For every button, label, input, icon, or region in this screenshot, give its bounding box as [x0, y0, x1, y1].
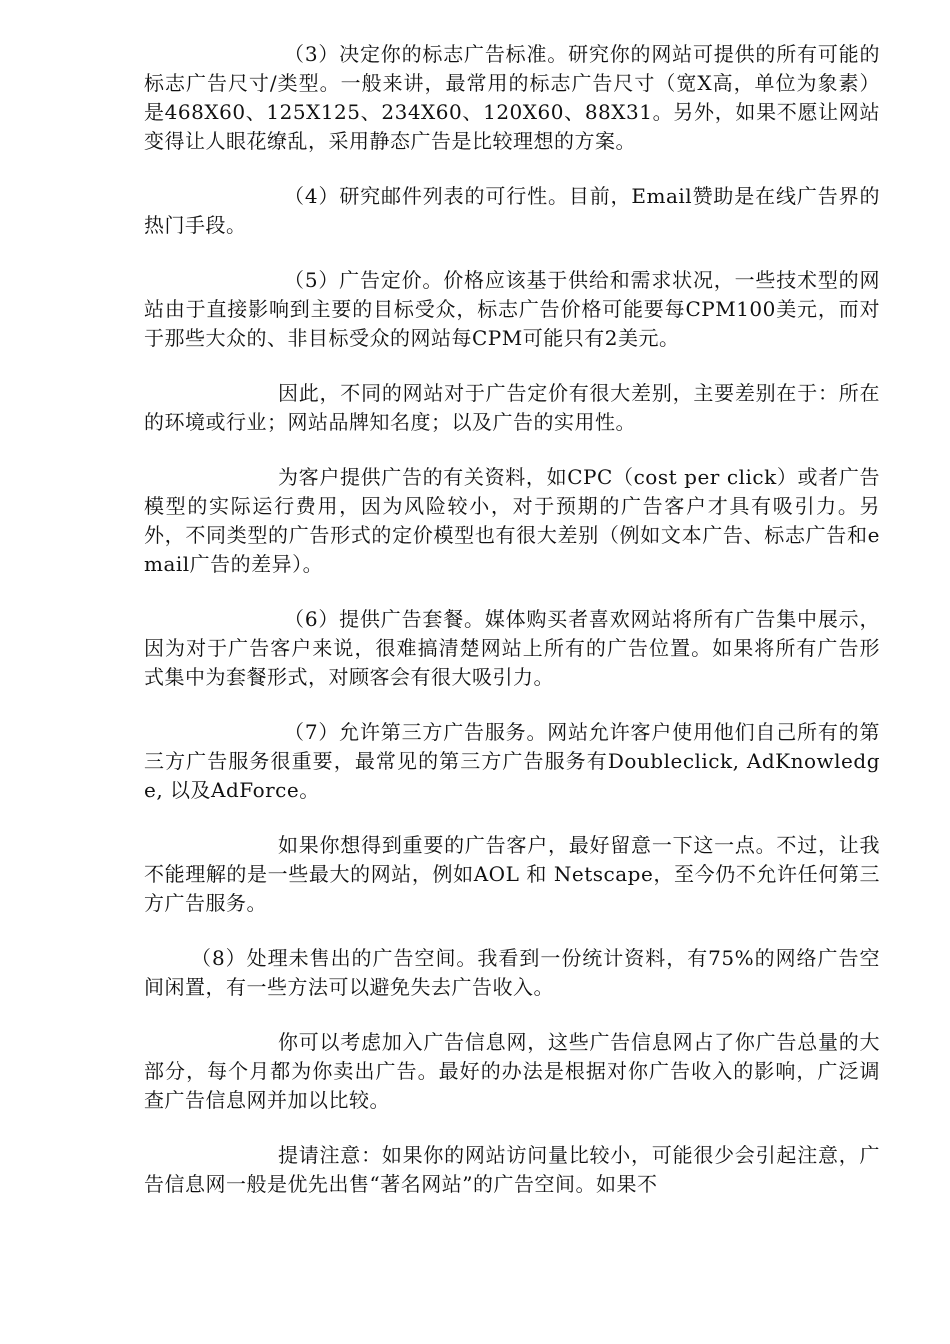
paragraph-client-materials: 为客户提供广告的有关资料，如CPC（cost per click）或者广告模型的实际运行费用，因为风险较小，对于预期的广告客户才具有吸引力。另外，不同类型的广告形式的定价模型也有很大差别（例如文本广告、标志广告和email广告的差异）。: [144, 465, 880, 576]
paragraph-unsold-space: （8）处理未售出的广告空间。我看到一份统计资料，有75%的网络广告空间闲置，有一些方法可以避免失去广告收入。: [144, 946, 880, 999]
paragraph-pricing-differences: 因此，不同的网站对于广告定价有很大差别，主要差别在于：所在的环境或行业；网站品牌知名度；以及广告的实用性。: [144, 381, 880, 434]
paragraph-ad-networks: 你可以考虑加入广告信息网，这些广告信息网占了你广告总量的大部分，每个月都为你卖出广告。最好的办法是根据对你广告收入的影响，广泛调查广告信息网并加以比较。: [144, 1030, 880, 1112]
document-body: [144, 40, 880, 1225]
paragraph-banner-standards: （3）决定你的标志广告标准。研究你的网站可提供的所有可能的标志广告尺寸/类型。一般来讲，最常用的标志广告尺寸（宽X高，单位为象素）是468X60、125X125、234X60、120X60、88X31。另外，如果不愿让网站变得让人眼花缭乱，采用静态广告是比较理想的方案。: [144, 42, 880, 153]
paragraph-ad-packages: （6）提供广告套餐。媒体购买者喜欢网站将所有广告集中展示，因为对于广告客户来说，很难搞清楚网站上所有的广告位置。如果将所有广告形式集中为套餐形式，对顾客会有很大吸引力。: [144, 607, 880, 689]
paragraph-ad-pricing: （5）广告定价。价格应该基于供给和需求状况，一些技术型的网站由于直接影响到主要的目标受众，标志广告价格可能要每CPM100美元，而对于那些大众的、非目标受众的网站每CPM可能只有2美元。: [144, 268, 880, 350]
paragraph-mailing-list: （4）研究邮件列表的可行性。目前，Email赞助是在线广告界的热门手段。: [144, 184, 880, 237]
paragraph-third-party-ads: （7）允许第三方广告服务。网站允许客户使用他们自己所有的第三方广告服务很重要，最常见的第三方广告服务有Doubleclick, AdKnowledge, 以及AdForce。: [144, 720, 880, 802]
paragraph-important-clients: 如果你想得到重要的广告客户，最好留意一下这一点。不过，让我不能理解的是一些最大的网站，例如AOL 和 Netscape，至今仍不允许任何第三方广告服务。: [144, 833, 880, 915]
paragraph-notice: 提请注意：如果你的网站访问量比较小，可能很少会引起注意，广告信息网一般是优先出售“著名网站”的广告空间。如果不: [144, 1143, 880, 1196]
